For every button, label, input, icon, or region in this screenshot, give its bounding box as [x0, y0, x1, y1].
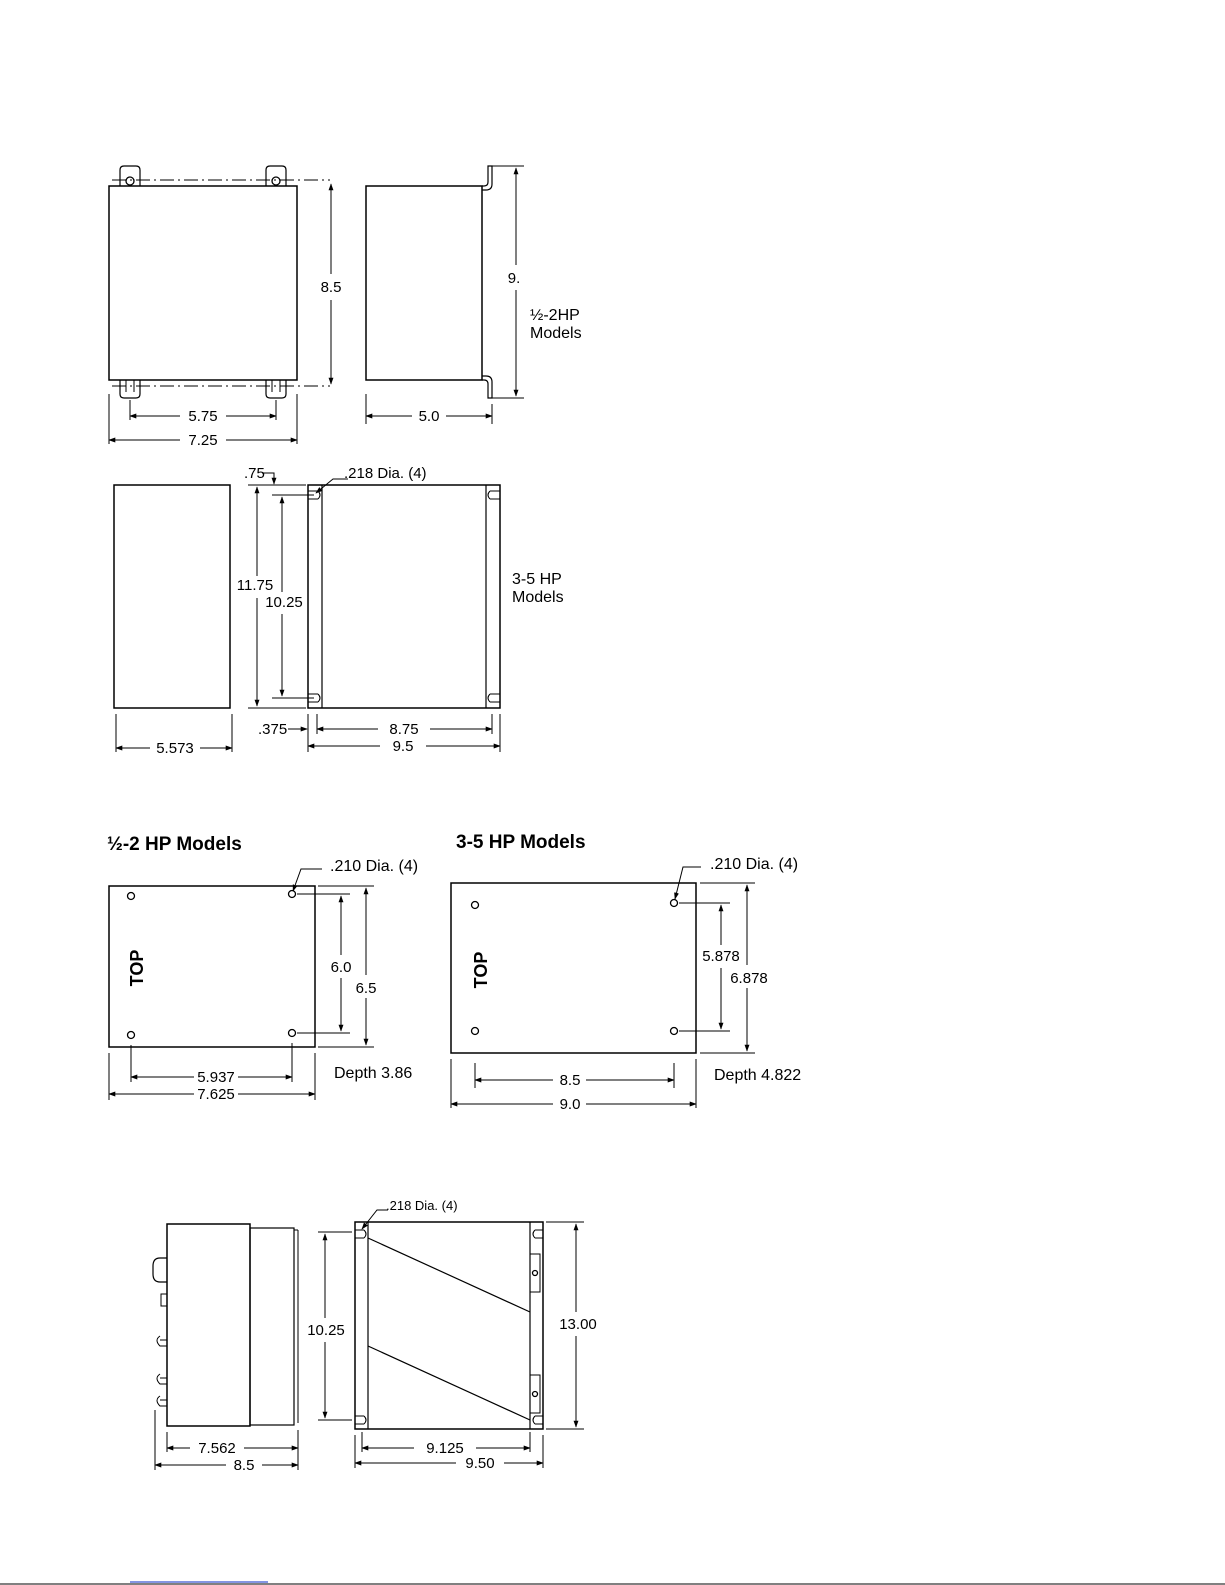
hole-note-218-bottom: .218 Dia. (4) [386, 1198, 458, 1213]
label-half-2hp-line1: ½-2HP [530, 307, 580, 324]
hole-note-210-left: .210 Dia. (4) [330, 858, 419, 875]
dim-holes-width-8-75: 8.75 [389, 721, 419, 738]
label-half-2hp-line2: Models [530, 325, 582, 342]
dim-height-13-00: 13.00 [559, 1316, 597, 1333]
dim-width-7-25: 7.25 [188, 432, 218, 449]
dim-depth-5-0: 5.0 [418, 408, 440, 425]
top-label-half-2hp: TOP [127, 949, 147, 987]
dim-width-7-625: 7.625 [197, 1086, 235, 1103]
dim-holes-width-5-937: 5.937 [197, 1069, 235, 1086]
dim-holes-width-8-5: 8.5 [559, 1072, 581, 1089]
section-4-large-enclosure [153, 1198, 597, 1474]
dim-width-9-0: 9.0 [559, 1096, 581, 1113]
dim-height-6-5: 6.5 [355, 980, 377, 997]
depth-4-822: Depth 4.822 [714, 1067, 802, 1084]
label-3-5hp-line2: Models [512, 589, 564, 606]
heading-3-5hp: 3-5 HP Models [456, 832, 586, 853]
hole-note-210-right: .210 Dia. (4) [710, 856, 799, 873]
dim-holes-height-5-878: 5.878 [702, 948, 740, 965]
section-2-3-to-5hp [114, 465, 564, 757]
front-view-3-5hp [237, 465, 564, 755]
dim-flange-375: .375 [258, 721, 288, 738]
dim-height-9: 9. [507, 270, 521, 287]
front-view-large [307, 1198, 597, 1472]
dim-side-7-562: 7.562 [198, 1440, 236, 1457]
top-label-3-5hp: TOP [471, 951, 491, 989]
front-view-half-2hp [109, 166, 341, 449]
label-3-5hp-line1: 3-5 HP [512, 571, 562, 588]
dim-holes-height-6-0: 6.0 [330, 959, 352, 976]
side-view-large [153, 1224, 298, 1474]
side-view-half-2hp [366, 166, 582, 425]
section-1-half-to-2hp [109, 166, 582, 449]
dim-holes-width-5-75: 5.75 [188, 408, 218, 425]
dim-width-9-50: 9.50 [465, 1455, 495, 1472]
side-view-3-5hp [114, 485, 232, 757]
dim-holes-height-10-25: 10.25 [265, 594, 303, 611]
section-3-left-half-2hp-top [107, 834, 418, 1103]
dim-height-8-5: 8.5 [320, 279, 342, 296]
depth-3-86: Depth 3.86 [334, 1065, 413, 1082]
dim-holes-height-10-25-large: 10.25 [307, 1322, 345, 1339]
hole-note-218-top: .218 Dia. (4) [344, 465, 427, 482]
heading-half-2hp: ½-2 HP Models [107, 834, 242, 855]
dim-height-11-75: 11.75 [236, 577, 274, 594]
dim-width-9-5: 9.5 [392, 738, 414, 755]
dim-height-6-878: 6.878 [730, 970, 768, 987]
dim-holes-width-9-125: 9.125 [426, 1440, 464, 1457]
section-3-right-3-5hp-top [451, 832, 801, 1113]
dim-side-8-5: 8.5 [233, 1457, 255, 1474]
dim-depth-5-573: 5.573 [156, 740, 194, 757]
dim-top-offset-75: .75 [244, 465, 265, 482]
